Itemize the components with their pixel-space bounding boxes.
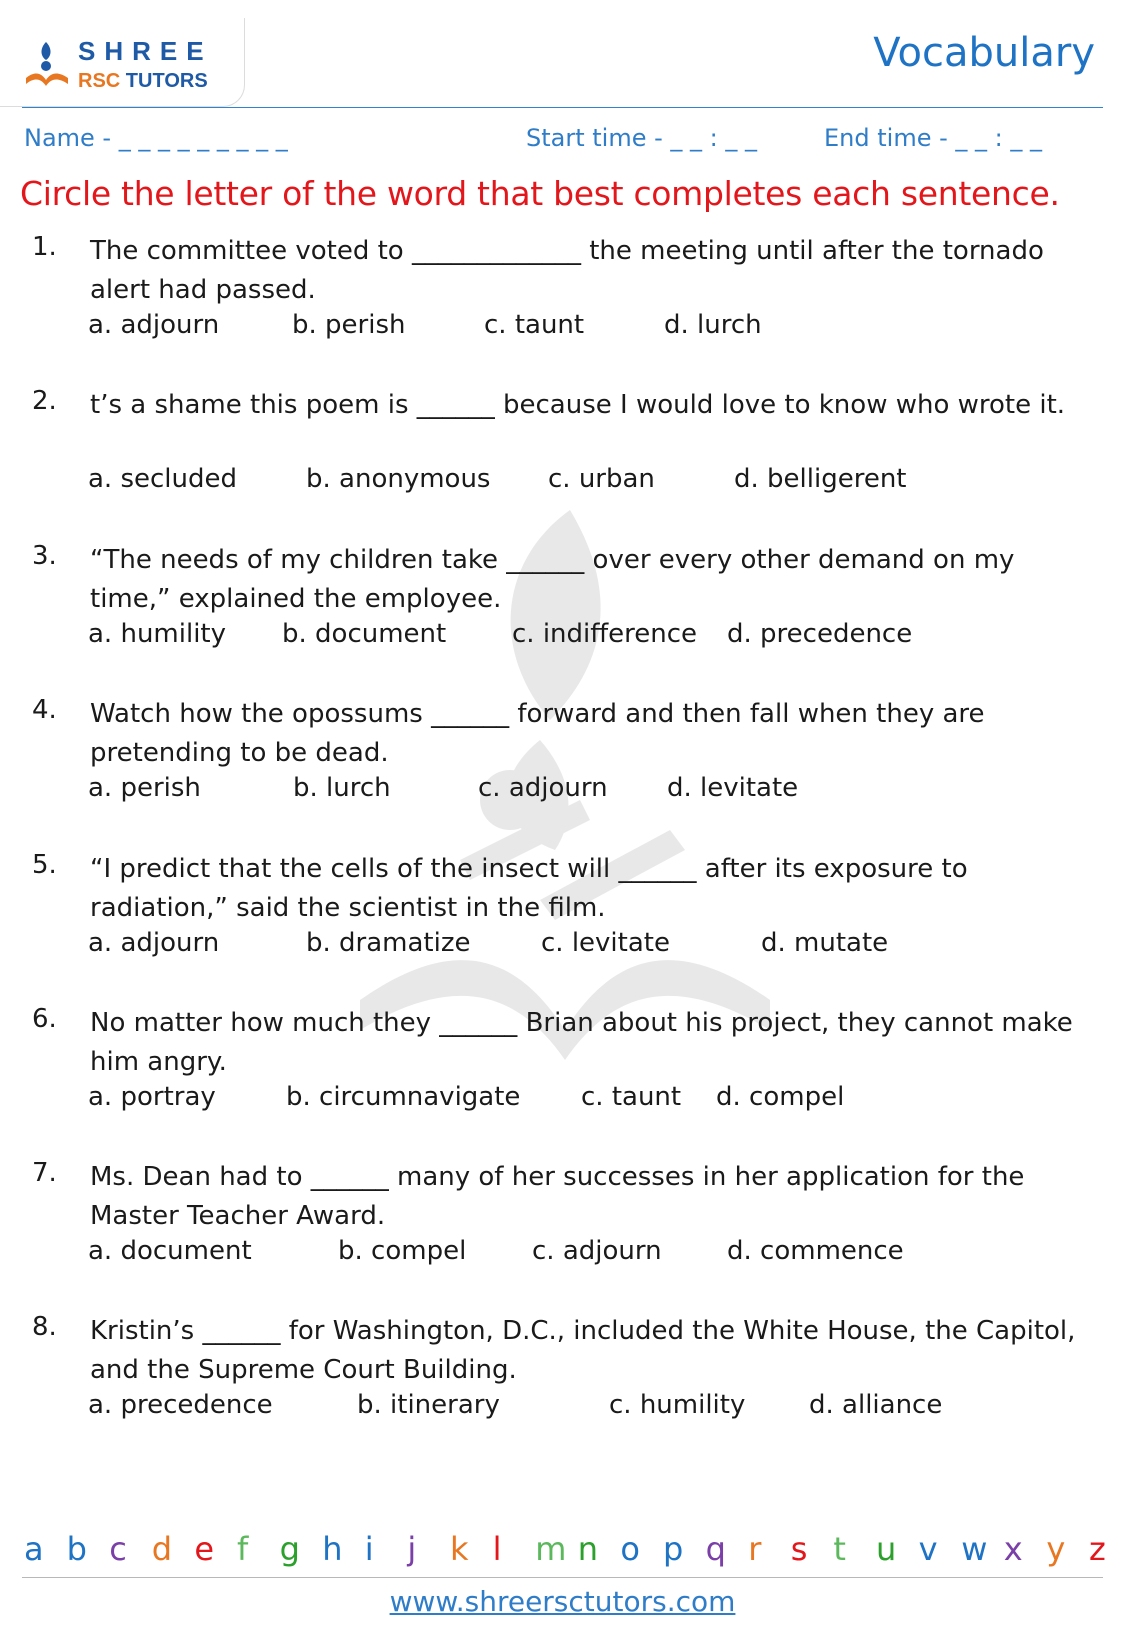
name-field[interactable]: Name - _ _ _ _ _ _ _ _ _: [24, 124, 288, 152]
question-text: Ms. Dean had to ______ many of her successes in her application for the Master Teacher Award.: [90, 1162, 1025, 1231]
answer-options: [0, 1082, 1125, 1121]
answer-option-a[interactable]: a. perish: [88, 773, 201, 803]
alphabet-letter: k: [450, 1530, 469, 1568]
answer-option-c[interactable]: c. levitate: [541, 928, 670, 958]
question-number: 1.: [32, 232, 57, 262]
answer-options: [0, 1390, 1125, 1429]
alphabet-letter: j: [407, 1530, 417, 1568]
answer-option-b[interactable]: b. document: [282, 619, 447, 649]
instruction: Circle the letter of the word that best completes each sentence.: [20, 174, 1060, 213]
question-number: 7.: [32, 1158, 57, 1188]
question-text: Watch how the opossums ______ forward and then fall when they are pretending to be dead.: [90, 699, 985, 768]
answer-option-b[interactable]: b. compel: [338, 1236, 467, 1266]
answer-options: [0, 1236, 1125, 1275]
answer-option-a[interactable]: a. adjourn: [88, 310, 220, 340]
answer-option-d[interactable]: d. alliance: [809, 1390, 943, 1420]
alphabet-letter: w: [961, 1530, 988, 1568]
brand-subname: RSC TUTORS: [78, 70, 208, 92]
question-number: 6.: [32, 1004, 57, 1034]
alphabet-letter: o: [620, 1530, 640, 1568]
alphabet-letter: i: [364, 1530, 374, 1568]
alphabet-letter: a: [24, 1530, 44, 1568]
answer-option-b[interactable]: b. lurch: [293, 773, 391, 803]
footer-divider: [22, 1577, 1103, 1578]
question-number: 8.: [32, 1312, 57, 1342]
alphabet-letter: q: [705, 1530, 726, 1568]
answer-option-d[interactable]: d. levitate: [667, 773, 799, 803]
answer-option-c[interactable]: c. adjourn: [478, 773, 608, 803]
answer-option-d[interactable]: d. lurch: [664, 310, 762, 340]
alphabet-letter: e: [194, 1530, 215, 1568]
question-text: No matter how much they ______ Brian about his project, they cannot make him angry.: [90, 1008, 1073, 1077]
answer-option-a[interactable]: a. precedence: [88, 1390, 273, 1420]
question-number: 2.: [32, 386, 57, 416]
alphabet-letter: u: [876, 1530, 897, 1568]
answer-option-c[interactable]: c. humility: [609, 1390, 746, 1420]
answer-options: [0, 310, 1125, 349]
question-text: Kristin’s ______ for Washington, D.C., included the White House, the Capitol, and the Supreme Court Building.: [90, 1316, 1076, 1385]
alphabet-letter: g: [279, 1530, 300, 1568]
logo: [0, 18, 245, 107]
header-divider: [22, 107, 1103, 108]
answer-option-c[interactable]: c. indifference: [512, 619, 698, 649]
question-text: “I predict that the cells of the insect will ______ after its exposure to radiation,” said the scientist in the film.: [90, 854, 968, 923]
alphabet-letter: y: [1046, 1530, 1066, 1568]
answer-option-d[interactable]: d. belligerent: [734, 464, 907, 494]
answer-options: [0, 773, 1125, 812]
question-number: 5.: [32, 850, 57, 880]
alphabet-letter: z: [1089, 1530, 1106, 1568]
answer-option-a[interactable]: a. portray: [88, 1082, 216, 1112]
answer-option-c[interactable]: c. adjourn: [532, 1236, 662, 1266]
end-time-field[interactable]: End time - _ _ : _ _: [824, 124, 1042, 152]
question-number: 4.: [32, 695, 57, 725]
question-text: t’s a shame this poem is ______ because I would love to know who wrote it.: [90, 390, 1066, 420]
answer-option-d[interactable]: d. precedence: [727, 619, 913, 649]
answer-option-d[interactable]: d. mutate: [761, 928, 889, 958]
question-text: The committee voted to _____________ the meeting until after the tornado alert had passed.: [90, 236, 1044, 305]
alphabet-letter: p: [663, 1530, 684, 1568]
alphabet-letter: c: [109, 1530, 127, 1568]
question-number: 3.: [32, 541, 57, 571]
answer-option-b[interactable]: b. anonymous: [306, 464, 491, 494]
answer-option-b[interactable]: b. dramatize: [306, 928, 471, 958]
page-title: Vocabulary: [873, 30, 1095, 76]
answer-option-a[interactable]: a. secluded: [88, 464, 238, 494]
logo-emblem-icon: [22, 38, 72, 88]
answer-option-d[interactable]: d. compel: [716, 1082, 845, 1112]
alphabet-letter: x: [1003, 1530, 1023, 1568]
alphabet-letter: f: [237, 1530, 249, 1568]
question-text: “The needs of my children take ______ over every other demand on my time,” explained the employee.: [90, 545, 1015, 614]
answer-option-b[interactable]: b. circumnavigate: [286, 1082, 521, 1112]
answer-option-d[interactable]: d. commence: [727, 1236, 904, 1266]
answer-option-a[interactable]: a. adjourn: [88, 928, 220, 958]
answer-option-a[interactable]: a. humility: [88, 619, 226, 649]
start-time-field[interactable]: Start time - _ _ : _ _: [526, 124, 757, 152]
website-link[interactable]: www.shreersctutors.com: [389, 1585, 736, 1618]
answer-options: [0, 928, 1125, 967]
alphabet-letter: s: [790, 1530, 808, 1568]
alphabet-letter: t: [833, 1530, 846, 1568]
alphabet-letter: l: [492, 1530, 502, 1568]
answer-option-a[interactable]: a. document: [88, 1236, 252, 1266]
alphabet-letter: m: [535, 1530, 567, 1568]
answer-option-c[interactable]: c. taunt: [581, 1082, 682, 1112]
alphabet-letter: v: [918, 1530, 938, 1568]
brand-name: SHREE: [78, 36, 213, 66]
alphabet-letter: h: [322, 1530, 343, 1568]
answer-option-c[interactable]: c. taunt: [484, 310, 585, 340]
answer-options: [0, 619, 1125, 658]
alphabet-letter: b: [66, 1530, 87, 1568]
alphabet-strip: [24, 1530, 1104, 1570]
alphabet-letter: d: [151, 1530, 173, 1568]
answer-options: [0, 464, 1125, 503]
answer-option-b[interactable]: b. perish: [292, 310, 406, 340]
alphabet-letter: r: [748, 1530, 762, 1568]
answer-option-c[interactable]: c. urban: [548, 464, 655, 494]
answer-option-b[interactable]: b. itinerary: [357, 1390, 500, 1420]
alphabet-letter: n: [577, 1530, 599, 1568]
